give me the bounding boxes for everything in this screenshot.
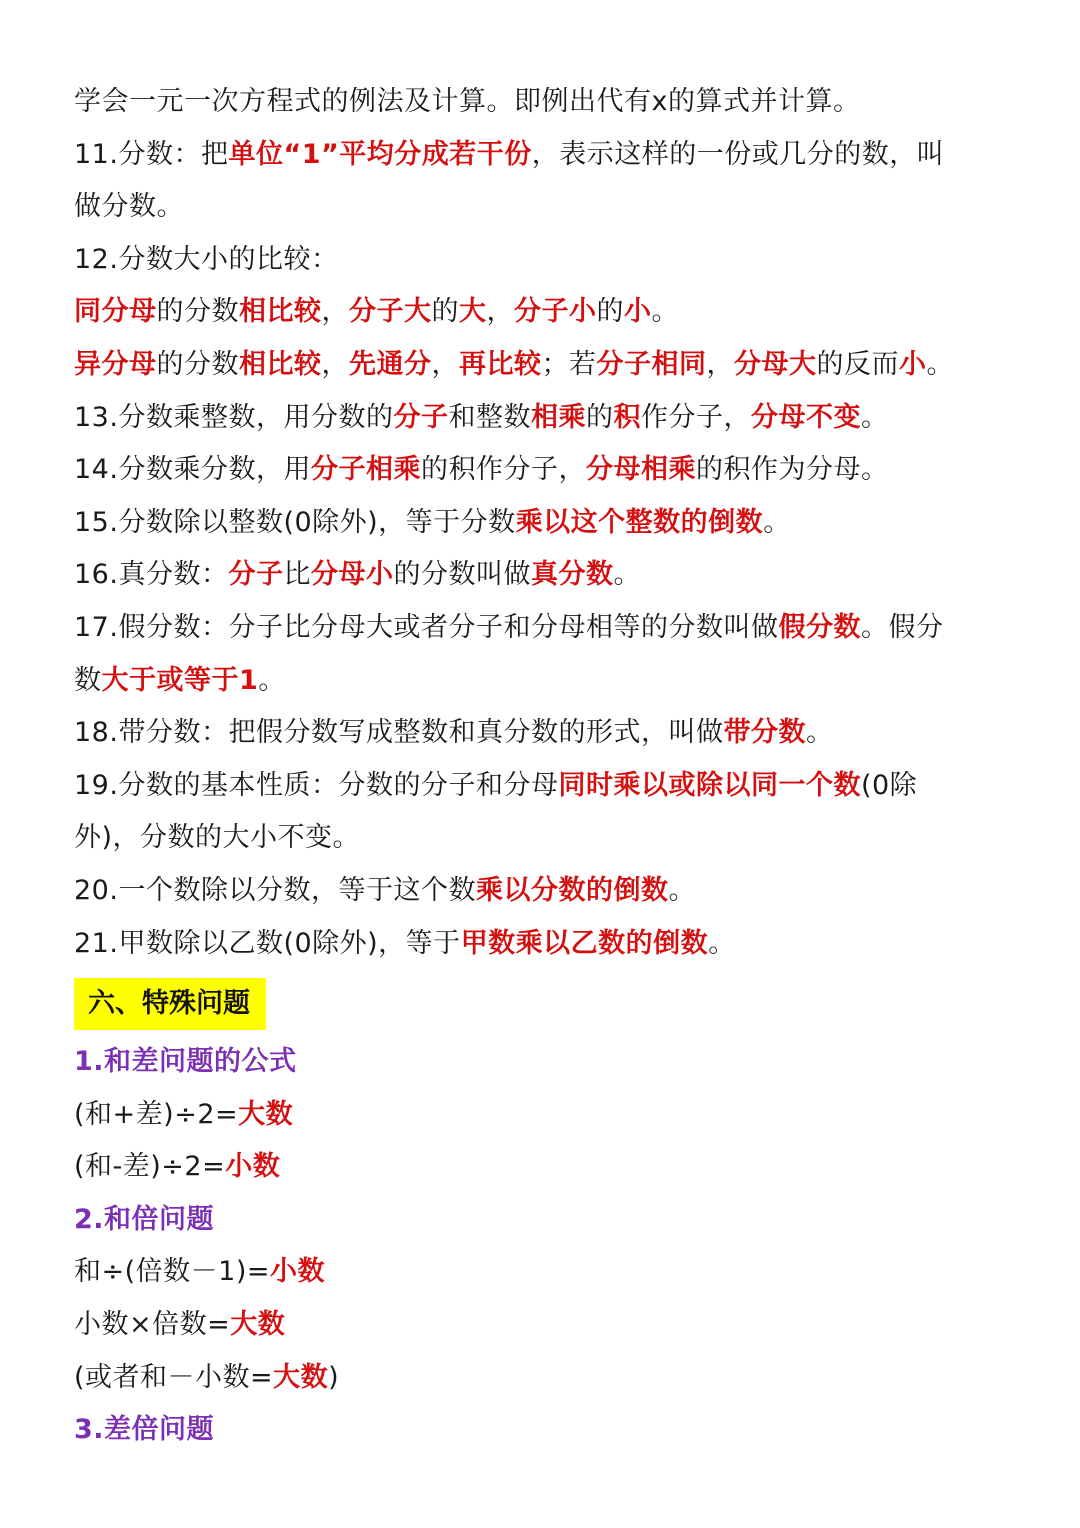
text-segment: (或者和－小数=: [74, 1361, 274, 1393]
text-segment: 作分子，: [640, 401, 751, 433]
subsection-heading: 3.差倍问题: [74, 1414, 215, 1446]
text-segment: ，: [706, 348, 734, 380]
text-line: [74, 497, 1016, 550]
highlighted-text: 再比较: [459, 348, 542, 380]
text-segment: 和÷(倍数－1)=: [74, 1256, 270, 1288]
highlighted-text: 带分数: [723, 717, 806, 749]
formula-line: [74, 1141, 1016, 1194]
text-segment: 的: [585, 401, 614, 433]
section-header-wrap: [74, 978, 1016, 1030]
text-line: [74, 444, 1016, 497]
text-line: [74, 129, 1016, 182]
highlighted-text: 分子: [393, 401, 449, 433]
text-segment: 。假分: [860, 611, 944, 643]
highlighted-text: 同分母: [74, 296, 157, 328]
text-line: [74, 655, 1016, 708]
highlighted-text: 积: [613, 401, 641, 433]
subsection-heading: 2.和倍问题: [74, 1203, 215, 1235]
text-segment: ，表示这样的一份或几分的数，叫: [531, 138, 945, 170]
highlighted-text: 小数: [270, 1256, 325, 1288]
text-segment: 学会一元一次方程式的例法及计算。即例出代有x的算式并计算。: [74, 86, 861, 117]
text-line: [74, 760, 1016, 813]
section-title: 六、特殊问题: [74, 978, 266, 1030]
highlighted-text: 分母小: [310, 559, 394, 591]
highlighted-text: 分子相乘: [310, 454, 421, 486]
highlighted-text: 甲数乘以乙数的倒数: [460, 927, 709, 959]
highlighted-text: 分子大: [349, 296, 432, 328]
text-segment: 15.分数除以整数(0除外)，等于分数: [74, 506, 516, 538]
highlighted-text: 先通分: [349, 348, 432, 380]
text-segment: ，: [321, 348, 349, 380]
text-line: [74, 76, 1016, 129]
text-segment: 的积作分子，: [420, 454, 586, 486]
highlighted-text: 相比较: [239, 348, 322, 380]
text-segment: 数: [74, 664, 102, 696]
text-segment: ，: [431, 348, 459, 380]
text-segment: 。: [668, 874, 696, 906]
text-line: [74, 181, 1016, 234]
text-segment: 11.分数：把: [74, 138, 229, 170]
highlighted-text: 大数: [238, 1098, 294, 1130]
text-segment: (和+差)÷2=: [74, 1098, 239, 1130]
text-segment: 17.假分数：分子比分母大或者分子和分母相等的分数叫做: [74, 611, 779, 643]
text-line: [74, 812, 1016, 865]
highlighted-text: 乘以分数的倒数: [475, 874, 669, 906]
special-problems-list: [74, 1036, 1016, 1457]
highlighted-text: 相乘: [530, 401, 586, 433]
formula-line: [74, 1089, 1016, 1142]
text-segment: 比: [283, 559, 311, 591]
text-segment: 外)，分数的大小不变。: [74, 822, 361, 854]
text-line: [74, 234, 1016, 287]
text-segment: ，: [486, 296, 514, 328]
text-segment: 和整数: [448, 401, 531, 433]
formula-line: [74, 1352, 1016, 1405]
highlighted-text: 同时乘以或除以同一个数: [558, 769, 861, 801]
text-segment: 19.分数的基本性质：分数的分子和分母: [74, 769, 559, 801]
subsection-heading: 1.和差问题的公式: [74, 1046, 297, 1078]
highlighted-text: 大: [459, 296, 487, 328]
text-segment: 。: [708, 927, 736, 959]
text-segment: 小数×倍数=: [74, 1309, 231, 1341]
highlighted-text: 小: [624, 296, 652, 328]
text-segment: ): [328, 1361, 340, 1393]
text-segment: 的分数: [156, 348, 239, 380]
highlighted-text: 假分数: [778, 611, 861, 643]
text-segment: 。: [926, 348, 954, 380]
highlighted-text: 小数: [225, 1151, 281, 1183]
text-line: [74, 865, 1016, 918]
highlighted-text: 分母相乘: [585, 454, 696, 486]
text-segment: (和-差)÷2=: [74, 1151, 226, 1183]
formula-line: [74, 1246, 1016, 1299]
highlighted-text: 小: [899, 348, 927, 380]
text-line: [74, 707, 1016, 760]
text-segment: 。: [805, 717, 834, 749]
text-segment: ，: [321, 296, 349, 328]
fraction-rules-list: [74, 76, 1016, 970]
text-line: [74, 549, 1016, 602]
text-segment: 。: [613, 559, 641, 591]
highlighted-text: 分母大: [734, 348, 817, 380]
text-segment: 12.分数大小的比较：: [74, 243, 339, 275]
text-segment: 14.分数乘分数，用: [74, 454, 311, 486]
text-segment: 的: [431, 296, 459, 328]
text-line: [74, 339, 1016, 392]
text-segment: 18.带分数：把假分数写成整数和真分数的形式，叫做: [74, 717, 724, 749]
text-line: [74, 286, 1016, 339]
text-line: [74, 602, 1016, 655]
text-segment: 的反而: [816, 348, 899, 380]
formula-line: [74, 1299, 1016, 1352]
highlighted-text: 单位“1”平均分成若干份: [228, 138, 532, 170]
text-segment: 的分数: [156, 296, 239, 328]
highlighted-text: 分母不变: [750, 401, 861, 433]
text-segment: 。: [860, 401, 889, 433]
highlighted-text: 相比较: [239, 296, 322, 328]
text-segment: 的积作为分母。: [695, 454, 889, 486]
text-segment: 。: [651, 296, 679, 328]
highlighted-text: 大数: [273, 1361, 329, 1393]
text-line: [74, 918, 1016, 971]
highlighted-text: 分子: [228, 559, 284, 591]
text-segment: (0除: [860, 769, 918, 801]
highlighted-text: 异分母: [74, 348, 157, 380]
text-segment: 20.一个数除以分数，等于这个数: [74, 874, 476, 906]
text-segment: ；若: [541, 348, 597, 380]
text-line: [74, 392, 1016, 445]
highlighted-text: 真分数: [530, 559, 614, 591]
highlighted-text: 乘以这个整数的倒数: [515, 506, 764, 538]
highlighted-text: 分子小: [514, 296, 597, 328]
highlighted-text: 大数: [230, 1309, 286, 1341]
text-segment: 的: [596, 296, 624, 328]
highlighted-text: 分子相同: [596, 348, 707, 380]
text-segment: 21.甲数除以乙数(0除外)，等于: [74, 927, 461, 959]
highlighted-text: 大于或等于1: [101, 664, 259, 696]
text-segment: 13.分数乘整数，用分数的: [74, 401, 394, 433]
text-segment: 做分数。: [74, 191, 184, 223]
text-segment: 。: [763, 506, 791, 538]
text-segment: 。: [258, 664, 286, 696]
text-segment: 16.真分数：: [74, 559, 229, 591]
text-segment: 的分数叫做: [393, 559, 531, 591]
